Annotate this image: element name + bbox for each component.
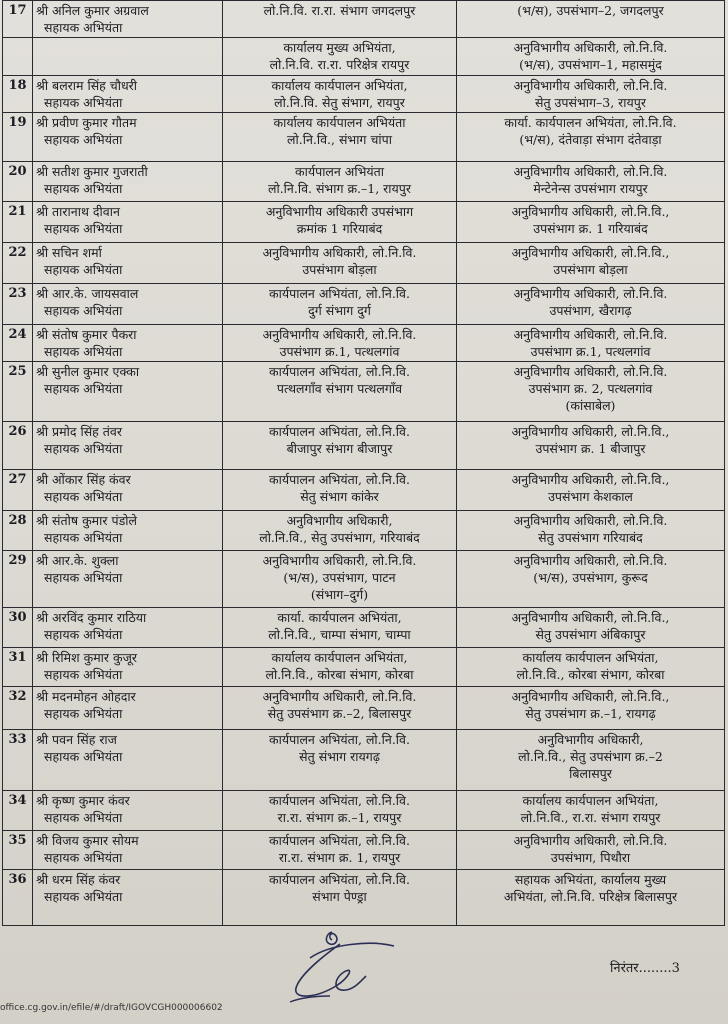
current-posting-line: दुर्ग संभाग दुर्ग (308, 303, 371, 318)
new-posting-line: अनुविभागीय अधिकारी, लो.नि.वि. (513, 286, 668, 301)
new-posting-cell (457, 831, 725, 870)
officer-name: श्री सचिन शर्मा (36, 245, 102, 260)
current-posting-line: क्रमांक 1 गरियाबंद (296, 221, 383, 236)
officer-designation: सहायक अभियंता (44, 570, 123, 585)
current-posting-cell (223, 202, 457, 243)
serial-number: 18 (3, 76, 33, 113)
current-posting-line: कार्यपालन अभियंता, लो.नि.वि. (269, 793, 410, 808)
officer-name: श्री अनिल कुमार अग्रवाल (36, 3, 149, 18)
table-row (3, 470, 725, 511)
table-row (3, 162, 725, 202)
table-row (3, 730, 725, 791)
table-row (3, 38, 725, 76)
new-posting-cell (457, 870, 725, 926)
officer-designation: सहायक अभियंता (44, 441, 123, 456)
new-posting-line: मेन्टेनेन्स उपसंभाग रायपुर (533, 181, 648, 196)
new-posting-line: लो.नि.वि., कोरबा संभाग, कोरबा (516, 667, 665, 682)
officer-name: श्री सुनील कुमार एक्का (36, 364, 140, 379)
new-posting-line: अनुविभागीय अधिकारी, (537, 732, 644, 747)
new-posting-cell (457, 608, 725, 648)
officer-name: श्री बलराम सिंह चौधरी (36, 78, 137, 93)
new-posting-cell (457, 511, 725, 551)
officer-name: श्री मदनमोहन ओहदार (36, 689, 136, 704)
officer-cell (33, 470, 223, 511)
table-row (3, 831, 725, 870)
officer-cell (33, 870, 223, 926)
new-posting-line: अनुविभागीय अधिकारी, लो.नि.वि. (513, 364, 668, 379)
officer-designation: सहायक अभियंता (44, 181, 123, 196)
current-posting-line: सेतु संभाग कांकेर (300, 489, 379, 504)
current-posting-line: कार्यपालन अभियंता, लो.नि.वि. (269, 732, 410, 747)
current-posting-cell (223, 38, 457, 76)
current-posting-line: अनुविभागीय अधिकारी, लो.नि.वि. (262, 689, 417, 704)
new-posting-cell (457, 648, 725, 687)
officer-name: श्री संतोष कुमार पंडोले (36, 513, 137, 528)
current-posting-line: रा.रा. संभाग क्र.–1, रायपुर (277, 810, 402, 825)
current-posting-line: कार्यालय कार्यपालन अभियंता, (271, 78, 408, 93)
new-posting-line: अनुविभागीय अधिकारी, लो.नि.वि., (511, 245, 670, 260)
current-posting-line: लो.नि.वि. रा.रा. परिक्षेत्र रायपुर (269, 57, 410, 72)
table-row (3, 791, 725, 831)
new-posting-line: (भ/स), उपसंभाग–1, महासमुंद (519, 57, 662, 72)
officer-name: श्री प्रमोद सिंह तंवर (36, 424, 122, 439)
current-posting-line: कार्यपालन अभियंता, लो.नि.वि. (269, 472, 410, 487)
officer-name: श्री पवन सिंह राज (36, 732, 117, 747)
serial-number: 32 (3, 687, 33, 730)
serial-number: 20 (3, 162, 33, 202)
current-posting-line: (संभाग–दुर्ग) (310, 587, 369, 602)
new-posting-cell (457, 422, 725, 470)
serial-number: 17 (3, 1, 33, 38)
new-posting-cell (457, 325, 725, 362)
officer-cell (33, 687, 223, 730)
current-posting-line: रा.रा. संभाग क्र. 1, रायपुर (278, 850, 401, 865)
officer-designation: सहायक अभियंता (44, 489, 123, 504)
new-posting-line: अनुविभागीय अधिकारी, लो.नि.वि. (513, 40, 668, 55)
serial-number: 34 (3, 791, 33, 831)
new-posting-line: (भ/स), दंतेवाड़ा संभाग दंतेवाड़ा (519, 132, 662, 147)
officer-designation: सहायक अभियंता (44, 706, 123, 721)
current-posting-cell (223, 730, 457, 791)
new-posting-line: अनुविभागीय अधिकारी, लो.नि.वि. (513, 164, 668, 179)
serial-number: 22 (3, 243, 33, 284)
current-posting-cell (223, 687, 457, 730)
current-posting-line: कार्यपालन अभियंता, लो.नि.वि. (269, 286, 410, 301)
table-row (3, 325, 725, 362)
officer-designation: सहायक अभियंता (44, 749, 123, 764)
officer-name: श्री ओंकार सिंह कंवर (36, 472, 131, 487)
new-posting-cell (457, 38, 725, 76)
current-posting-cell (223, 325, 457, 362)
current-posting-cell (223, 113, 457, 162)
current-posting-line: बीजापुर संभाग बीजापुर (286, 441, 393, 456)
new-posting-cell (457, 362, 725, 422)
current-posting-cell (223, 870, 457, 926)
new-posting-line: कार्यालय कार्यपालन अभियंता, (522, 650, 659, 665)
footer-url: office.cg.gov.in/efile/#/draft/IGOVCGH000006602 (0, 1003, 223, 1013)
officer-designation: सहायक अभियंता (44, 381, 123, 396)
officer-cell (33, 243, 223, 284)
serial-number: 33 (3, 730, 33, 791)
officer-name: श्री तारानाथ दीवान (36, 204, 120, 219)
current-posting-cell (223, 422, 457, 470)
new-posting-line: लो.नि.वि., रा.रा. संभाग रायपुर (520, 810, 661, 825)
officer-designation: सहायक अभियंता (44, 132, 123, 147)
serial-number: 19 (3, 113, 33, 162)
officer-cell (33, 791, 223, 831)
current-posting-line: सेतु उपसंभाग क्र.–2, बिलासपुर (267, 706, 412, 721)
officer-designation: सहायक अभियंता (44, 627, 123, 642)
current-posting-line: कार्यालय मुख्य अभियंता, (283, 40, 396, 55)
current-posting-cell (223, 162, 457, 202)
new-posting-line: अभियंता, लो.नि.वि. परिक्षेत्र बिलासपुर (503, 889, 678, 904)
new-posting-line: अनुविभागीय अधिकारी, लो.नि.वि., (511, 689, 670, 704)
new-posting-line: उपसंभाग क्र. 1 बीजापुर (535, 441, 646, 456)
serial-number: 29 (3, 551, 33, 608)
current-posting-line: कार्यालय कार्यपालन अभियंता (273, 115, 406, 130)
new-posting-line: अनुविभागीय अधिकारी, लो.नि.वि. (513, 553, 668, 568)
table-row (3, 648, 725, 687)
officer-designation: सहायक अभियंता (44, 262, 123, 277)
signature-image (270, 924, 400, 1009)
new-posting-line: अनुविभागीय अधिकारी, लो.नि.वि., (511, 204, 670, 219)
current-posting-cell (223, 511, 457, 551)
officer-designation: सहायक अभियंता (44, 889, 123, 904)
new-posting-line: अनुविभागीय अधिकारी, लो.नि.वि. (513, 513, 668, 528)
current-posting-cell (223, 362, 457, 422)
new-posting-cell (457, 791, 725, 831)
officer-designation: सहायक अभियंता (44, 20, 123, 35)
serial-number (3, 38, 33, 76)
officer-cell (33, 162, 223, 202)
new-posting-line: अनुविभागीय अधिकारी, लो.नि.वि., (511, 472, 670, 487)
current-posting-line: लो.नि.वि. सेतु संभाग, रायपुर (274, 95, 405, 110)
officer-name: श्री कृष्ण कुमार कंवर (36, 793, 130, 808)
officer-designation: सहायक अभियंता (44, 667, 123, 682)
new-posting-line: अनुविभागीय अधिकारी, लो.नि.वि. (513, 327, 668, 342)
officer-designation: सहायक अभियंता (44, 303, 123, 318)
current-posting-line: सेतु संभाग रायगढ़ (299, 749, 380, 764)
new-posting-cell (457, 730, 725, 791)
new-posting-line: (भ/स), उपसंभाग–2, जगदलपुर (517, 3, 664, 18)
new-posting-line: उपसंभाग क्र. 2, पत्थलगांव (528, 381, 653, 396)
officer-designation: सहायक अभियंता (44, 95, 123, 110)
officer-name: श्री आर.के. जायसवाल (36, 286, 139, 301)
officer-cell (33, 422, 223, 470)
table-row (3, 422, 725, 470)
new-posting-line: कार्यालय कार्यपालन अभियंता, (522, 793, 659, 808)
serial-number: 35 (3, 831, 33, 870)
officer-cell (33, 551, 223, 608)
new-posting-line: सहायक अभियंता, कार्यालय मुख्य (514, 872, 667, 887)
current-posting-line: कार्यपालन अभियंता, लो.नि.वि. (269, 872, 410, 887)
current-posting-line: अनुविभागीय अधिकारी, लो.नि.वि. (262, 553, 417, 568)
current-posting-cell (223, 551, 457, 608)
officer-cell (33, 284, 223, 325)
current-posting-cell (223, 284, 457, 325)
new-posting-cell (457, 162, 725, 202)
current-posting-line: लो.नि.वि., सेतु उपसंभाग, गरियाबंद (259, 530, 420, 545)
table-row (3, 511, 725, 551)
table-row (3, 284, 725, 325)
officer-name: श्री विजय कुमार सोयम (36, 833, 139, 848)
table-row (3, 362, 725, 422)
new-posting-line: अनुविभागीय अधिकारी, लो.नि.वि. (513, 833, 668, 848)
new-posting-line: लो.नि.वि., सेतु उपसंभाग क्र.–2 (518, 749, 663, 764)
new-posting-line: सेतु उपसंभाग गरियाबंद (538, 530, 643, 545)
new-posting-line: अनुविभागीय अधिकारी, लो.नि.वि. (513, 78, 668, 93)
new-posting-line: सेतु उपसंभाग–3, रायपुर (535, 95, 646, 110)
current-posting-line: पत्थलगाँव संभाग पत्थलगाँव (276, 381, 403, 396)
new-posting-line: (भ/स), उपसंभाग, कुरूद (533, 570, 648, 585)
officer-cell (33, 113, 223, 162)
current-posting-line: कार्यपालन अभियंता, लो.नि.वि. (269, 364, 410, 379)
new-posting-line: उपसंभाग केशकाल (548, 489, 633, 504)
officer-name: श्री रिमिश कुमार कुजूर (36, 650, 137, 665)
current-posting-cell (223, 831, 457, 870)
new-posting-line: उपसंभाग बोड़ला (553, 262, 628, 277)
table-row (3, 243, 725, 284)
officer-name: श्री प्रवीण कुमार गौतम (36, 115, 137, 130)
current-posting-cell (223, 791, 457, 831)
current-posting-cell (223, 243, 457, 284)
serial-number: 30 (3, 608, 33, 648)
new-posting-cell (457, 113, 725, 162)
new-posting-line: उपसंभाग, खैरागढ़ (549, 303, 632, 318)
current-posting-line: लो.नि.वि., चाम्पा संभाग, चाम्पा (268, 627, 411, 642)
table-row (3, 551, 725, 608)
continued-marker: निरंतर........3 (610, 961, 680, 976)
officer-name: श्री आर.के. शुक्ला (36, 553, 119, 568)
officer-cell (33, 608, 223, 648)
current-posting-line: (भ/स), उपसंभाग, पाटन (283, 570, 396, 585)
current-posting-cell (223, 608, 457, 648)
serial-number: 36 (3, 870, 33, 926)
new-posting-line: उपसंभाग क्र. 1 गरियाबंद (533, 221, 648, 236)
new-posting-line: उपसंभाग क्र.1, पत्थलगांव (530, 344, 651, 359)
officer-designation: सहायक अभियंता (44, 850, 123, 865)
serial-number: 21 (3, 202, 33, 243)
officer-name: श्री संतोष कुमार पैकरा (36, 327, 137, 342)
table-row (3, 1, 725, 38)
new-posting-cell (457, 470, 725, 511)
current-posting-line: कार्या. कार्यपालन अभियंता, (277, 610, 402, 625)
officer-cell (33, 648, 223, 687)
officer-cell (33, 831, 223, 870)
officer-designation: सहायक अभियंता (44, 221, 123, 236)
table-row (3, 76, 725, 113)
new-posting-cell (457, 687, 725, 730)
officer-cell (33, 202, 223, 243)
new-posting-line: बिलासपुर (569, 766, 612, 781)
current-posting-cell (223, 76, 457, 113)
new-posting-line: अनुविभागीय अधिकारी, लो.नि.वि., (511, 424, 670, 439)
officer-name: श्री अरविंद कुमार राठिया (36, 610, 147, 625)
current-posting-line: लो.नि.वि., कोरबा संभाग, कोरबा (265, 667, 414, 682)
current-posting-line: कार्यपालन अभियंता, लो.नि.वि. (269, 424, 410, 439)
current-posting-line: अनुविभागीय अधिकारी, (286, 513, 393, 528)
table-row (3, 202, 725, 243)
new-posting-line: उपसंभाग, पिथौरा (550, 850, 631, 865)
new-posting-line: अनुविभागीय अधिकारी, लो.नि.वि., (511, 610, 670, 625)
officer-cell (33, 325, 223, 362)
current-posting-cell (223, 1, 457, 38)
current-posting-line: लो.नि.वि. संभाग क्र.–1, रायपुर (268, 181, 411, 196)
current-posting-line: अनुविभागीय अधिकारी, लो.नि.वि. (262, 245, 417, 260)
current-posting-line: उपसंभाग क्र.1, पत्थलगांव (279, 344, 400, 359)
new-posting-line: कार्या. कार्यपालन अभियंता, लो.नि.वि. (504, 115, 677, 130)
officer-cell (33, 730, 223, 791)
new-posting-cell (457, 243, 725, 284)
table-row (3, 608, 725, 648)
officer-cell (33, 1, 223, 38)
current-posting-cell (223, 470, 457, 511)
officer-cell (33, 362, 223, 422)
officer-designation: सहायक अभियंता (44, 530, 123, 545)
new-posting-line: सेतु उपसंभाग अंबिकापुर (535, 627, 646, 642)
new-posting-line: सेतु उपसंभाग क्र.–1, रायगढ़ (525, 706, 656, 721)
officer-cell (33, 38, 223, 76)
officer-designation: सहायक अभियंता (44, 344, 123, 359)
transfer-table (2, 0, 725, 926)
new-posting-cell (457, 76, 725, 113)
current-posting-line: लो.नि.वि. रा.रा. संभाग जगदलपुर (263, 3, 416, 18)
new-posting-cell (457, 284, 725, 325)
officer-cell (33, 511, 223, 551)
table-row (3, 113, 725, 162)
serial-number: 31 (3, 648, 33, 687)
serial-number: 25 (3, 362, 33, 422)
officer-cell (33, 76, 223, 113)
new-posting-cell (457, 1, 725, 38)
serial-number: 28 (3, 511, 33, 551)
current-posting-line: उपसंभाग बोड़ला (302, 262, 377, 277)
current-posting-line: संभाग पेण्ड्रा (312, 889, 367, 904)
current-posting-line: अनुविभागीय अधिकारी, लो.नि.वि. (262, 327, 417, 342)
new-posting-cell (457, 551, 725, 608)
current-posting-cell (223, 648, 457, 687)
current-posting-line: लो.नि.वि., संभाग चांपा (287, 132, 392, 147)
serial-number: 27 (3, 470, 33, 511)
serial-number: 26 (3, 422, 33, 470)
table-row (3, 687, 725, 730)
current-posting-line: अनुविभागीय अधिकारी उपसंभाग (265, 204, 414, 219)
new-posting-line: (कांसाबेल) (565, 398, 616, 413)
current-posting-line: कार्यालय कार्यपालन अभियंता, (271, 650, 408, 665)
current-posting-line: कार्यपालन अभियंता, लो.नि.वि. (269, 833, 410, 848)
serial-number: 23 (3, 284, 33, 325)
officer-name: श्री धरम सिंह कंवर (36, 872, 121, 887)
serial-number: 24 (3, 325, 33, 362)
current-posting-line: कार्यपालन अभियंता (295, 164, 384, 179)
officer-designation: सहायक अभियंता (44, 810, 123, 825)
new-posting-cell (457, 202, 725, 243)
table-row (3, 870, 725, 926)
officer-name: श्री सतीश कुमार गुजराती (36, 164, 148, 179)
